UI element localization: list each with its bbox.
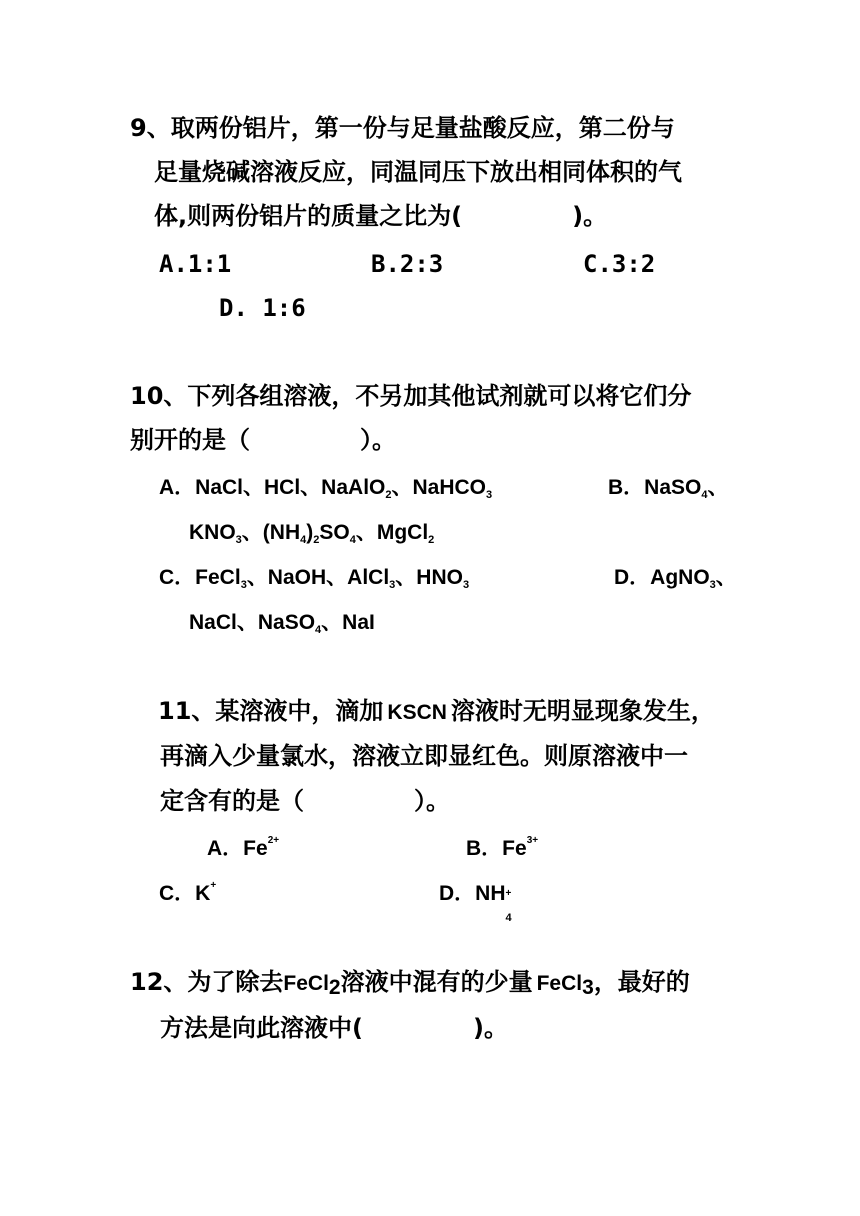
question-9-option-b: B.2:3 xyxy=(371,250,444,278)
question-9-option-a: A.1:1 xyxy=(159,250,232,278)
question-9-end: )。 xyxy=(572,202,608,230)
question-9-line-1: 9、取两份铝片，第一份与足量盐酸反应，第二份与 xyxy=(130,114,675,142)
question-9-stem: 体,则两份铝片的质量之比为( xyxy=(154,202,463,230)
question-12-end: )。 xyxy=(472,1014,508,1042)
question-9-option-d: D. 1:6 xyxy=(219,294,306,322)
question-11-option-a: A．$Fe^{2+}$ xyxy=(207,835,280,860)
question-10-stem: 别开的是（ xyxy=(130,426,250,454)
question-9-option-c: C.3:2 xyxy=(583,250,656,278)
question-11-line-3 xyxy=(160,786,450,816)
question-10-option-a: A．NaCl、HCl、NaAlO$_2$、NaHCO$_3$ xyxy=(159,476,493,501)
question-11-line-1: 11、某溶液中，滴加 KSCN 溶液时无明显现象发生， xyxy=(158,697,715,725)
question-11-line-2: 再滴入少量氯水，溶液立即显红色。则原溶液中一 xyxy=(160,742,688,770)
question-9-line-2: 足量烧碱溶液反应，同温同压下放出相同体积的气 xyxy=(154,158,682,186)
question-12-line-2 xyxy=(160,1013,508,1043)
question-10-end: ）。 xyxy=(360,426,396,454)
question-11-stem: 定含有的是（ xyxy=(160,787,304,815)
question-12-line-1: 12、为了除去FeCl$_2$溶液中混有的少量 FeCl$_3$，最好的 xyxy=(130,968,690,999)
question-10-option-d: D．AgNO$_3$、 xyxy=(614,566,737,591)
question-10-option-b-cont: $KNO_3$、$(NH_4)_2SO_4$、MgCl$_2$ xyxy=(189,521,435,546)
question-12-stem: 方法是向此溶液中( xyxy=(160,1014,363,1042)
question-11-option-d: D．NH + 4 xyxy=(439,882,512,924)
question-11-option-c: C．K+ xyxy=(159,880,217,905)
question-10-option-c: C．FeCl$_3$、NaOH、AlCl$_3$、$HNO_3$ xyxy=(159,566,470,591)
question-10-line-2 xyxy=(130,425,396,455)
question-10-option-d-cont: NaCl、NaSO$_4$、NaI xyxy=(189,611,375,636)
question-11-end: ）。 xyxy=(414,787,450,815)
question-11-option-b: B．$Fe^{3+}$ xyxy=(466,835,539,860)
question-10-option-b: B．NaSO$_4$、 xyxy=(608,476,729,501)
question-10-line-1: 10、下列各组溶液，不另加其他试剂就可以将它们分 xyxy=(130,382,692,410)
question-9-line-3 xyxy=(154,201,607,231)
